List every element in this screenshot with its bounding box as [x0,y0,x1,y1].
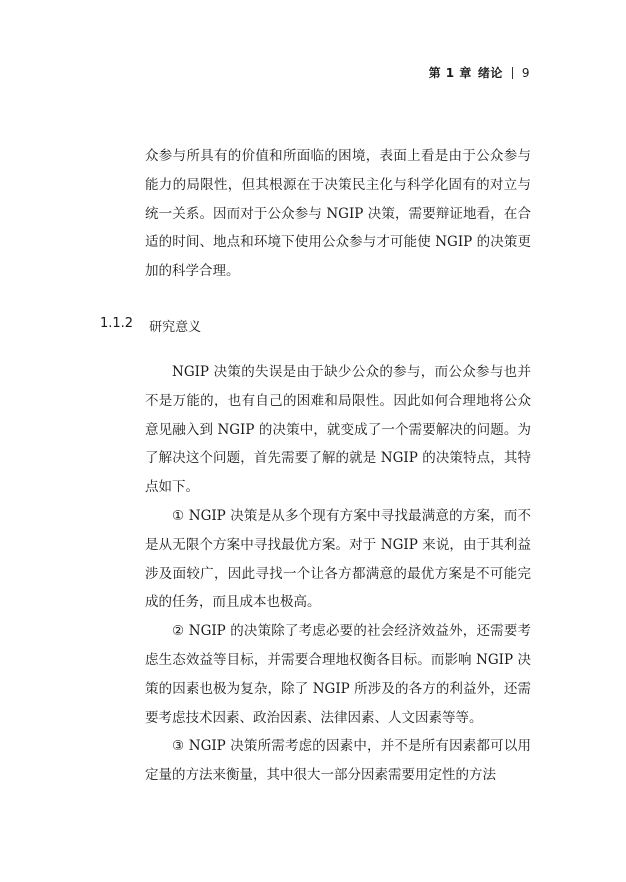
paragraph: ③ NGIP 决策所需考虑的因素中，并不是所有因素都可以用定量的方法来衡量，其中很大一部分因素需要用定性的方法 [145,738,531,784]
text-block-section-body [145,358,531,790]
section-title: 研究意义 [149,320,202,335]
section-number: 1.1.2 [100,316,134,331]
paragraph: NGIP 决策的失误是由于缺少公众的参与，而公众参与也并不是万能的，也有自己的困难和局限性。因此如何合理地将公众意见融入到 NGIP 的决策中，就变成了一个需要解决的问题。为了解决这个问题，首先需要了解的就是 NGIP 的决策特点，其特点如下。 [145,364,531,496]
chapter-title: 绪论 [477,66,503,80]
paragraph: ② NGIP 的决策除了考虑必要的社会经济效益外，还需要考虑生态效益等目标，并需要合理地权衡各目标。而影响 NGIP 决策的因素也极为复杂，除了 NGIP 所涉及的各方的利益外，还需要考虑技术因素、政治因素、法律因素、人文因素等等。 [145,623,531,726]
paragraph: ① NGIP 决策是从多个现有方案中寻找最满意的方案，而不是从无限个方案中寻找最优方案。对于 NGIP 来说，由于其利益涉及面较广，因此寻找一个让各方都满意的最优方案是不可能完成的任务，而且成本也极高。 [145,507,531,611]
chapter-label: 第 1 章 [428,66,472,80]
text-block-continuation [145,142,531,286]
page-number: 9 [521,65,530,80]
running-header [429,64,530,81]
paragraph: 众参与所具有的价值和所面临的困境，表面上看是由于公众参与能力的局限性，但其根源在于决策民主化与科学化固有的对立与统一关系。因而对于公众参与 NGIP 决策，需要辩证地看，在合适的时间、地点和环境下使用公众参与才可能使 NGIP 的决策更加的科学合理。 [145,148,531,280]
section-heading [100,316,201,335]
header-divider [512,67,513,79]
